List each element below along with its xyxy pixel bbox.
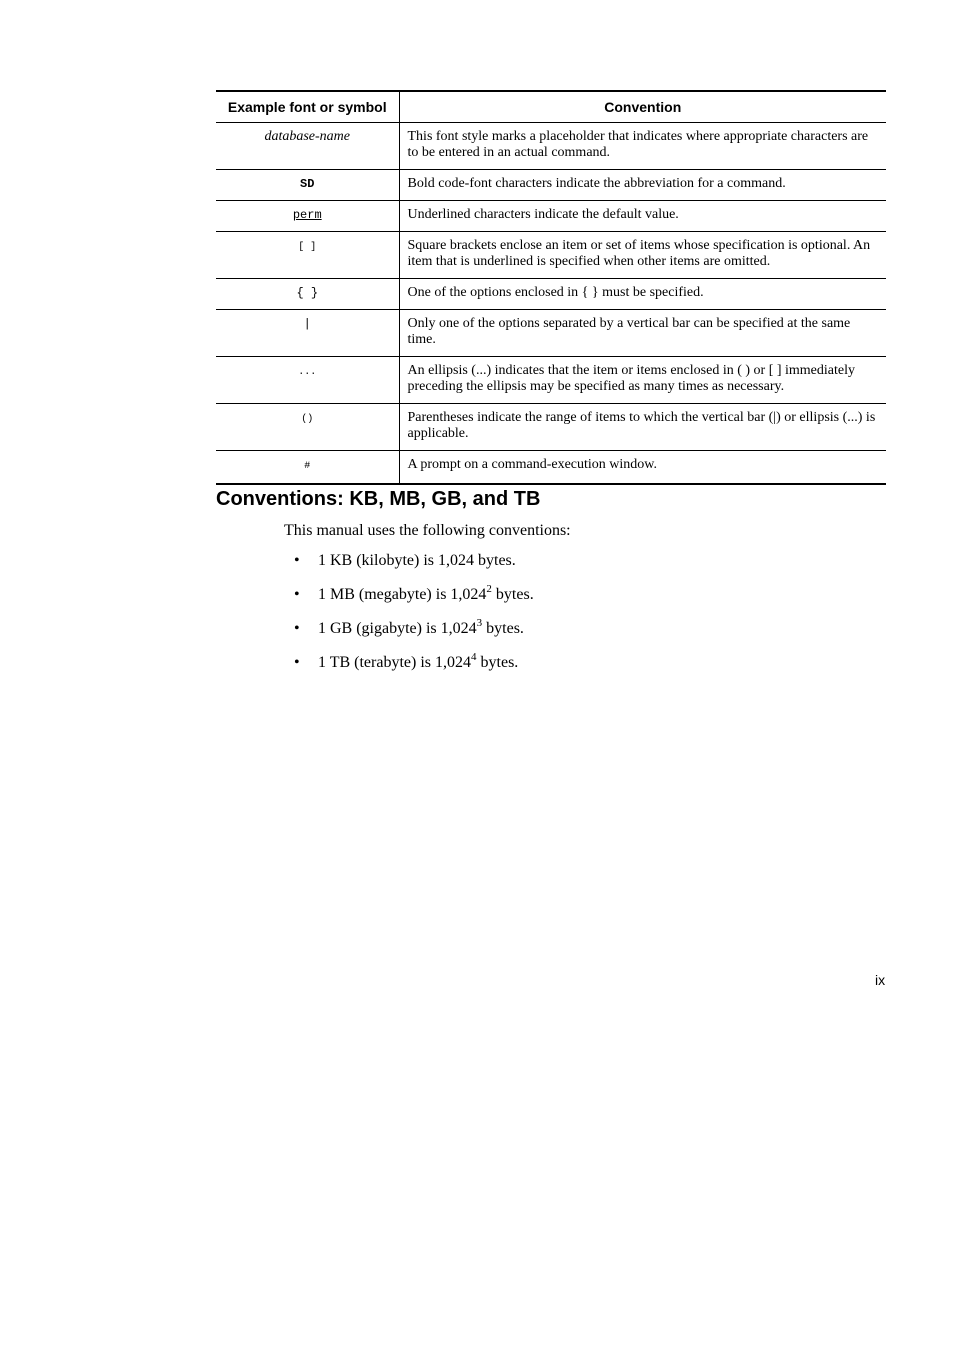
header-example-font: Example font or symbol xyxy=(216,91,399,123)
list-item xyxy=(284,619,534,653)
symbol-curly-braces: { } xyxy=(296,286,319,300)
section-intro: This manual uses the following conventions: xyxy=(284,522,571,539)
symbol-cell xyxy=(216,357,399,404)
symbol-cell xyxy=(216,404,399,451)
convention-cell: Underlined characters indicate the default value. xyxy=(399,201,886,232)
bullet-list xyxy=(284,551,534,687)
exponent: 2 xyxy=(486,583,492,595)
convention-cell: Square brackets enclose an item or set of items whose specification is optional. An item that is underlined is specified when other items are omitted. xyxy=(399,232,886,279)
conventions-table xyxy=(216,90,886,485)
bullet-icon: • xyxy=(294,552,300,569)
table-row xyxy=(216,451,886,485)
symbol-ellipsis: ... xyxy=(298,367,317,378)
table-row xyxy=(216,123,886,170)
symbol-prompt: # xyxy=(304,461,311,472)
list-item-text: 1 GB (gigabyte) is 1,024 xyxy=(318,620,477,637)
list-item xyxy=(284,585,534,619)
table-row xyxy=(216,232,886,279)
symbol-cell xyxy=(216,310,399,357)
symbol-cell xyxy=(216,279,399,310)
table-row xyxy=(216,404,886,451)
table-row xyxy=(216,170,886,201)
convention-cell: A prompt on a command-execution window. xyxy=(399,451,886,485)
table-row xyxy=(216,310,886,357)
table-header-row xyxy=(216,91,886,123)
table-row xyxy=(216,279,886,310)
exponent: 4 xyxy=(471,651,477,663)
symbol-cell xyxy=(216,232,399,279)
symbol-cell xyxy=(216,123,399,170)
list-item-suffix: bytes. xyxy=(482,620,524,637)
exponent: 3 xyxy=(476,617,483,629)
bullet-icon: • xyxy=(294,654,300,671)
convention-cell: Bold code-font characters indicate the abbreviation for a command. xyxy=(399,170,886,201)
symbol-underlined: perm xyxy=(292,208,322,222)
convention-cell: An ellipsis (...) indicates that the item or items enclosed in ( ) or [ ] immediately preceding the ellipsis may be specified as many times as necessary. xyxy=(399,357,886,404)
list-item-suffix: bytes. xyxy=(476,654,519,671)
list-item-text: 1 KB (kilobyte) is 1,024 bytes. xyxy=(318,552,516,569)
symbol-bold-code: SD xyxy=(300,177,315,191)
symbol-square-brackets: [ ] xyxy=(298,242,317,253)
list-item xyxy=(284,653,534,687)
table-row xyxy=(216,357,886,404)
convention-cell: Only one of the options separated by a vertical bar can be specified at the same time. xyxy=(399,310,886,357)
page-number: ix xyxy=(875,972,886,988)
symbol-cell xyxy=(216,451,399,485)
symbol-cell xyxy=(216,170,399,201)
bullet-icon: • xyxy=(294,620,300,637)
header-convention: Convention xyxy=(399,91,886,123)
list-item-suffix: bytes. xyxy=(491,586,534,603)
symbol-cell xyxy=(216,201,399,232)
list-item-text: 1 TB (terabyte) is 1,024 xyxy=(318,654,472,671)
symbol-placeholder: database-name xyxy=(264,129,351,144)
list-item xyxy=(284,551,534,585)
bullet-icon: • xyxy=(294,586,300,603)
convention-cell: Parentheses indicate the range of items to which the vertical bar (|) or ellipsis (...) is applicable. xyxy=(399,404,886,451)
section-title: Conventions: KB, MB, GB, and TB xyxy=(216,488,541,510)
symbol-parentheses: () xyxy=(301,414,314,425)
convention-cell: One of the options enclosed in { } must be specified. xyxy=(399,279,886,310)
convention-cell: This font style marks a placeholder that indicates where appropriate characters are to be entered in an actual command. xyxy=(399,123,886,170)
table-row xyxy=(216,201,886,232)
list-item-text: 1 MB (megabyte) is 1,024 xyxy=(318,586,487,603)
symbol-vertical-bar: | xyxy=(303,317,311,331)
